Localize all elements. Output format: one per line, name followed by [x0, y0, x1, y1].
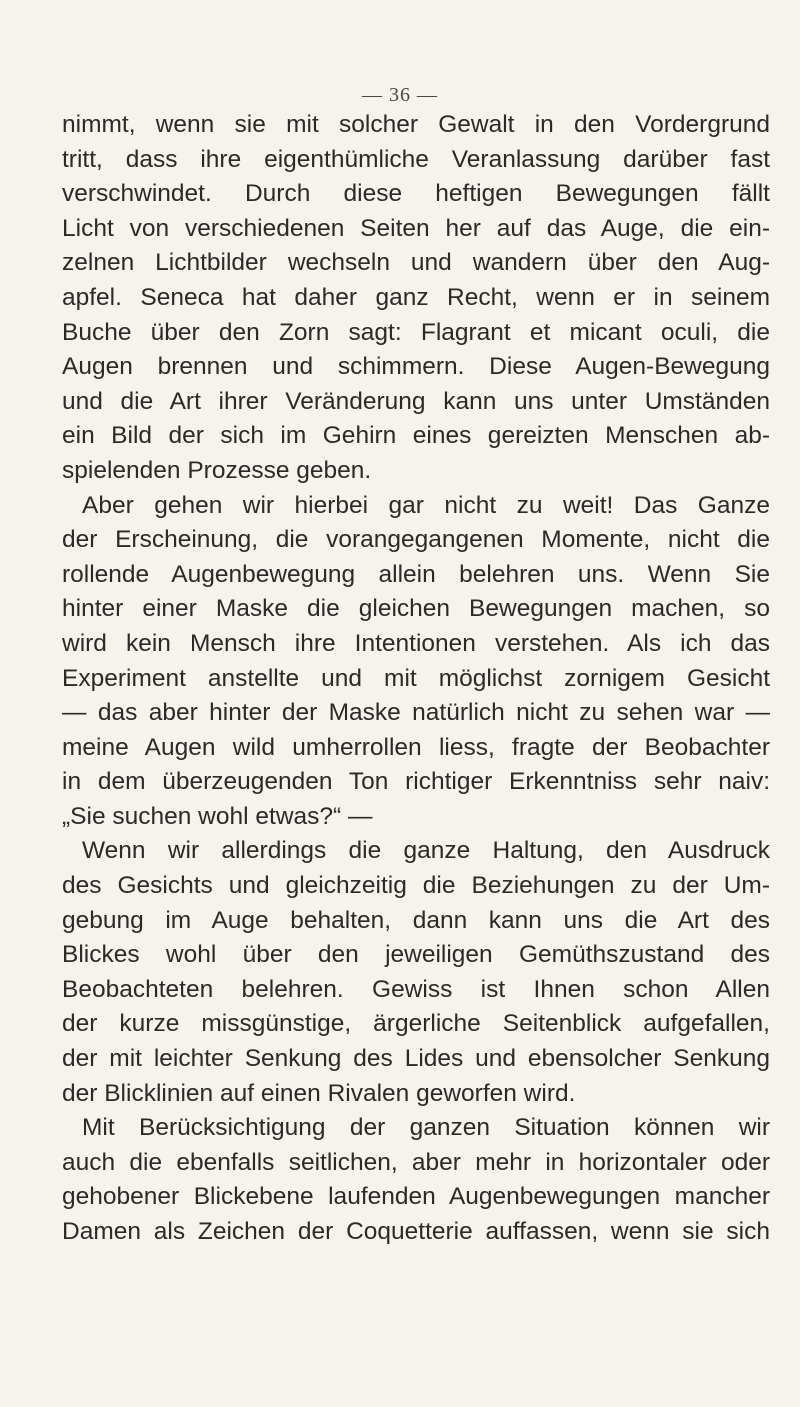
text-line: der mit leichter Senkung des Lides und ebensolcher Senkung [62, 1045, 770, 1073]
paragraph-4 [62, 1111, 770, 1249]
body-text [62, 108, 770, 1250]
text-line: Beobachteten belehren. Gewiss ist Ihnen schon Allen [62, 975, 770, 1003]
text-line: ein Bild der sich im Gehirn eines gereizten Menschen ab- [62, 422, 770, 450]
text-line: rollende Augenbewegung allein belehren uns. Wenn Sie [62, 560, 770, 588]
text-line: „Sie suchen wohl etwas?“ — [62, 802, 373, 830]
text-line: der kurze missgünstige, ärgerliche Seitenblick aufgefallen, [62, 1010, 770, 1038]
text-line: in dem überzeugenden Ton richtiger Erkenntniss sehr naiv: [62, 768, 770, 796]
text-line: Licht von verschiedenen Seiten her auf das Auge, die ein- [62, 214, 770, 242]
text-line: Mit Berücksichtigung der ganzen Situation können wir [82, 1114, 770, 1142]
text-line: gehobener Blickebene laufenden Augenbewegungen mancher [62, 1183, 770, 1211]
text-line: apfel. Seneca hat daher ganz Recht, wenn er in seinem [62, 283, 770, 311]
text-line: nimmt, wenn sie mit solcher Gewalt in den Vordergrund [62, 111, 770, 138]
text-line: meine Augen wild umherrollen liess, fragte der Beobachter [62, 733, 770, 761]
text-line: und die Art ihrer Veränderung kann uns unter Umständen [62, 387, 770, 415]
text-line: — das aber hinter der Maske natürlich nicht zu sehen war — [62, 699, 770, 727]
text-line: Augen brennen und schimmern. Diese Augen-Bewegung [62, 353, 770, 381]
text-line: Damen als Zeichen der Coquetterie auffassen, wenn sie sich [62, 1218, 770, 1245]
text-line: wird kein Mensch ihre Intentionen verstehen. Als ich das [62, 629, 770, 657]
text-line: spielenden Prozesse geben. [62, 456, 372, 484]
text-line: Wenn wir allerdings die ganze Haltung, den Ausdruck [82, 837, 770, 865]
page-number: — 36 — [362, 84, 438, 106]
text-line: auch die ebenfalls seitlichen, aber mehr in horizontaler oder [62, 1148, 770, 1176]
text-line: Aber gehen wir hierbei gar nicht zu weit! Das Ganze [82, 491, 770, 519]
text-line: Buche über den Zorn sagt: Flagrant et micant oculi, die [62, 318, 770, 346]
text-line: verschwindet. Durch diese heftigen Bewegungen fällt [62, 180, 770, 208]
text-line: Blickes wohl über den jeweiligen Gemüthszustand des [62, 941, 770, 969]
paragraph-3 [62, 834, 770, 1111]
paragraph-2 [62, 489, 770, 835]
text-line: gebung im Auge behalten, dann kann uns die Art des [62, 906, 770, 934]
text-line: tritt, dass ihre eigenthümliche Veranlassung darüber fast [62, 145, 770, 173]
text-line: zelnen Lichtbilder wechseln und wandern über den Aug- [62, 249, 770, 277]
paragraph-1 [62, 108, 770, 489]
text-line: hinter einer Maske die gleichen Bewegungen machen, so [62, 595, 770, 623]
text-line: Experiment anstellte und mit möglichst zornigem Gesicht [62, 664, 770, 692]
text-line: der Erscheinung, die vorangegangenen Momente, nicht die [62, 526, 770, 554]
text-line: des Gesichts und gleichzeitig die Beziehungen zu der Um- [62, 872, 770, 900]
text-line: der Blicklinien auf einen Rivalen geworfen wird. [62, 1079, 576, 1107]
